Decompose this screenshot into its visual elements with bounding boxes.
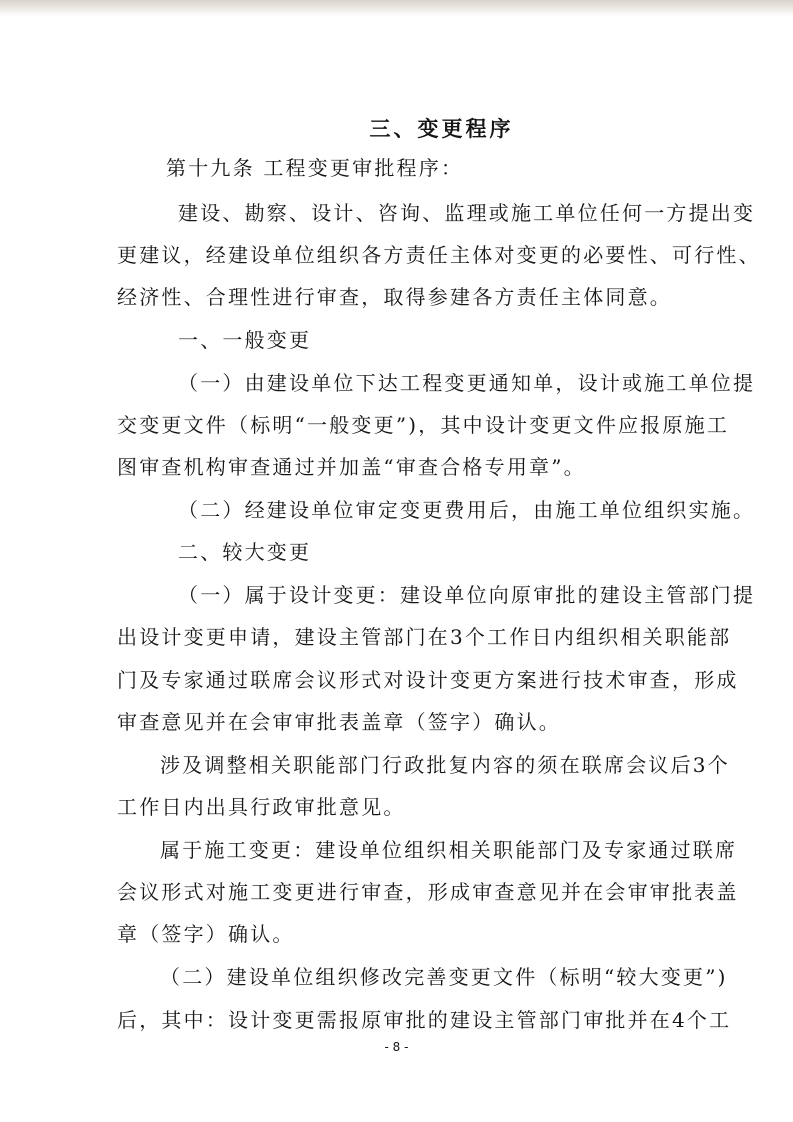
subsection-heading: 一、一般变更	[178, 328, 312, 352]
paragraph-line: （二）建设单位组织修改完善变更文件（标明“较大变更”)	[160, 965, 728, 989]
paragraph-line: 经济性、合理性进行审查，取得参建各方责任主体同意。	[117, 285, 672, 309]
paragraph-line: 门及专家通过联席会议形式对设计变更方案进行技术审查，形成	[117, 668, 739, 692]
page-number: - 8 -	[384, 1040, 409, 1054]
paragraph-line: 图审查机构审查通过并加盖“审查合格专用章”。	[117, 455, 586, 479]
paragraph-line: 章（签字）确认。	[117, 922, 295, 946]
article-heading: 第十九条 工程变更审批程序：	[166, 156, 464, 180]
paragraph-line: （二）经建设单位审定变更费用后，由施工单位组织实施。	[178, 498, 756, 522]
scan-edge	[0, 0, 793, 16]
paragraph-line: 审查意见并在会审审批表盖章（签字）确认。	[117, 710, 561, 734]
paragraph-line: 更建议，经建设单位组织各方责任主体对变更的必要性、可行性、	[117, 243, 761, 267]
paragraph-line: 后，其中：设计变更需报原审批的建设主管部门审批并在4个工	[117, 1008, 732, 1032]
subsection-heading: 二、较大变更	[178, 540, 312, 564]
paragraph-line: 属于施工变更：建设单位组织相关职能部门及专家通过联席	[160, 838, 738, 862]
paragraph-line: 出设计变更申请，建设主管部门在3个工作日内组织相关职能部	[117, 625, 732, 649]
paragraph-line: 会议形式对施工变更进行审查，形成审查意见并在会审审批表盖	[117, 880, 739, 904]
paragraph-line: （一）属于设计变更：建设单位向原审批的建设主管部门提	[178, 583, 756, 607]
paragraph-line: 涉及调整相关职能部门行政批复内容的须在联席会议后3个	[160, 753, 730, 777]
paragraph-line: 建设、勘察、设计、咨询、监理或施工单位任何一方提出变	[178, 201, 756, 225]
paragraph-line: （一）由建设单位下达工程变更通知单，设计或施工单位提	[178, 371, 756, 395]
section-title: 三、变更程序	[369, 117, 514, 141]
paragraph-line: 交变更文件（标明“一般变更”)，其中设计变更文件应报原施工	[117, 413, 730, 437]
paragraph-line: 工作日内出具行政审批意见。	[117, 795, 406, 819]
